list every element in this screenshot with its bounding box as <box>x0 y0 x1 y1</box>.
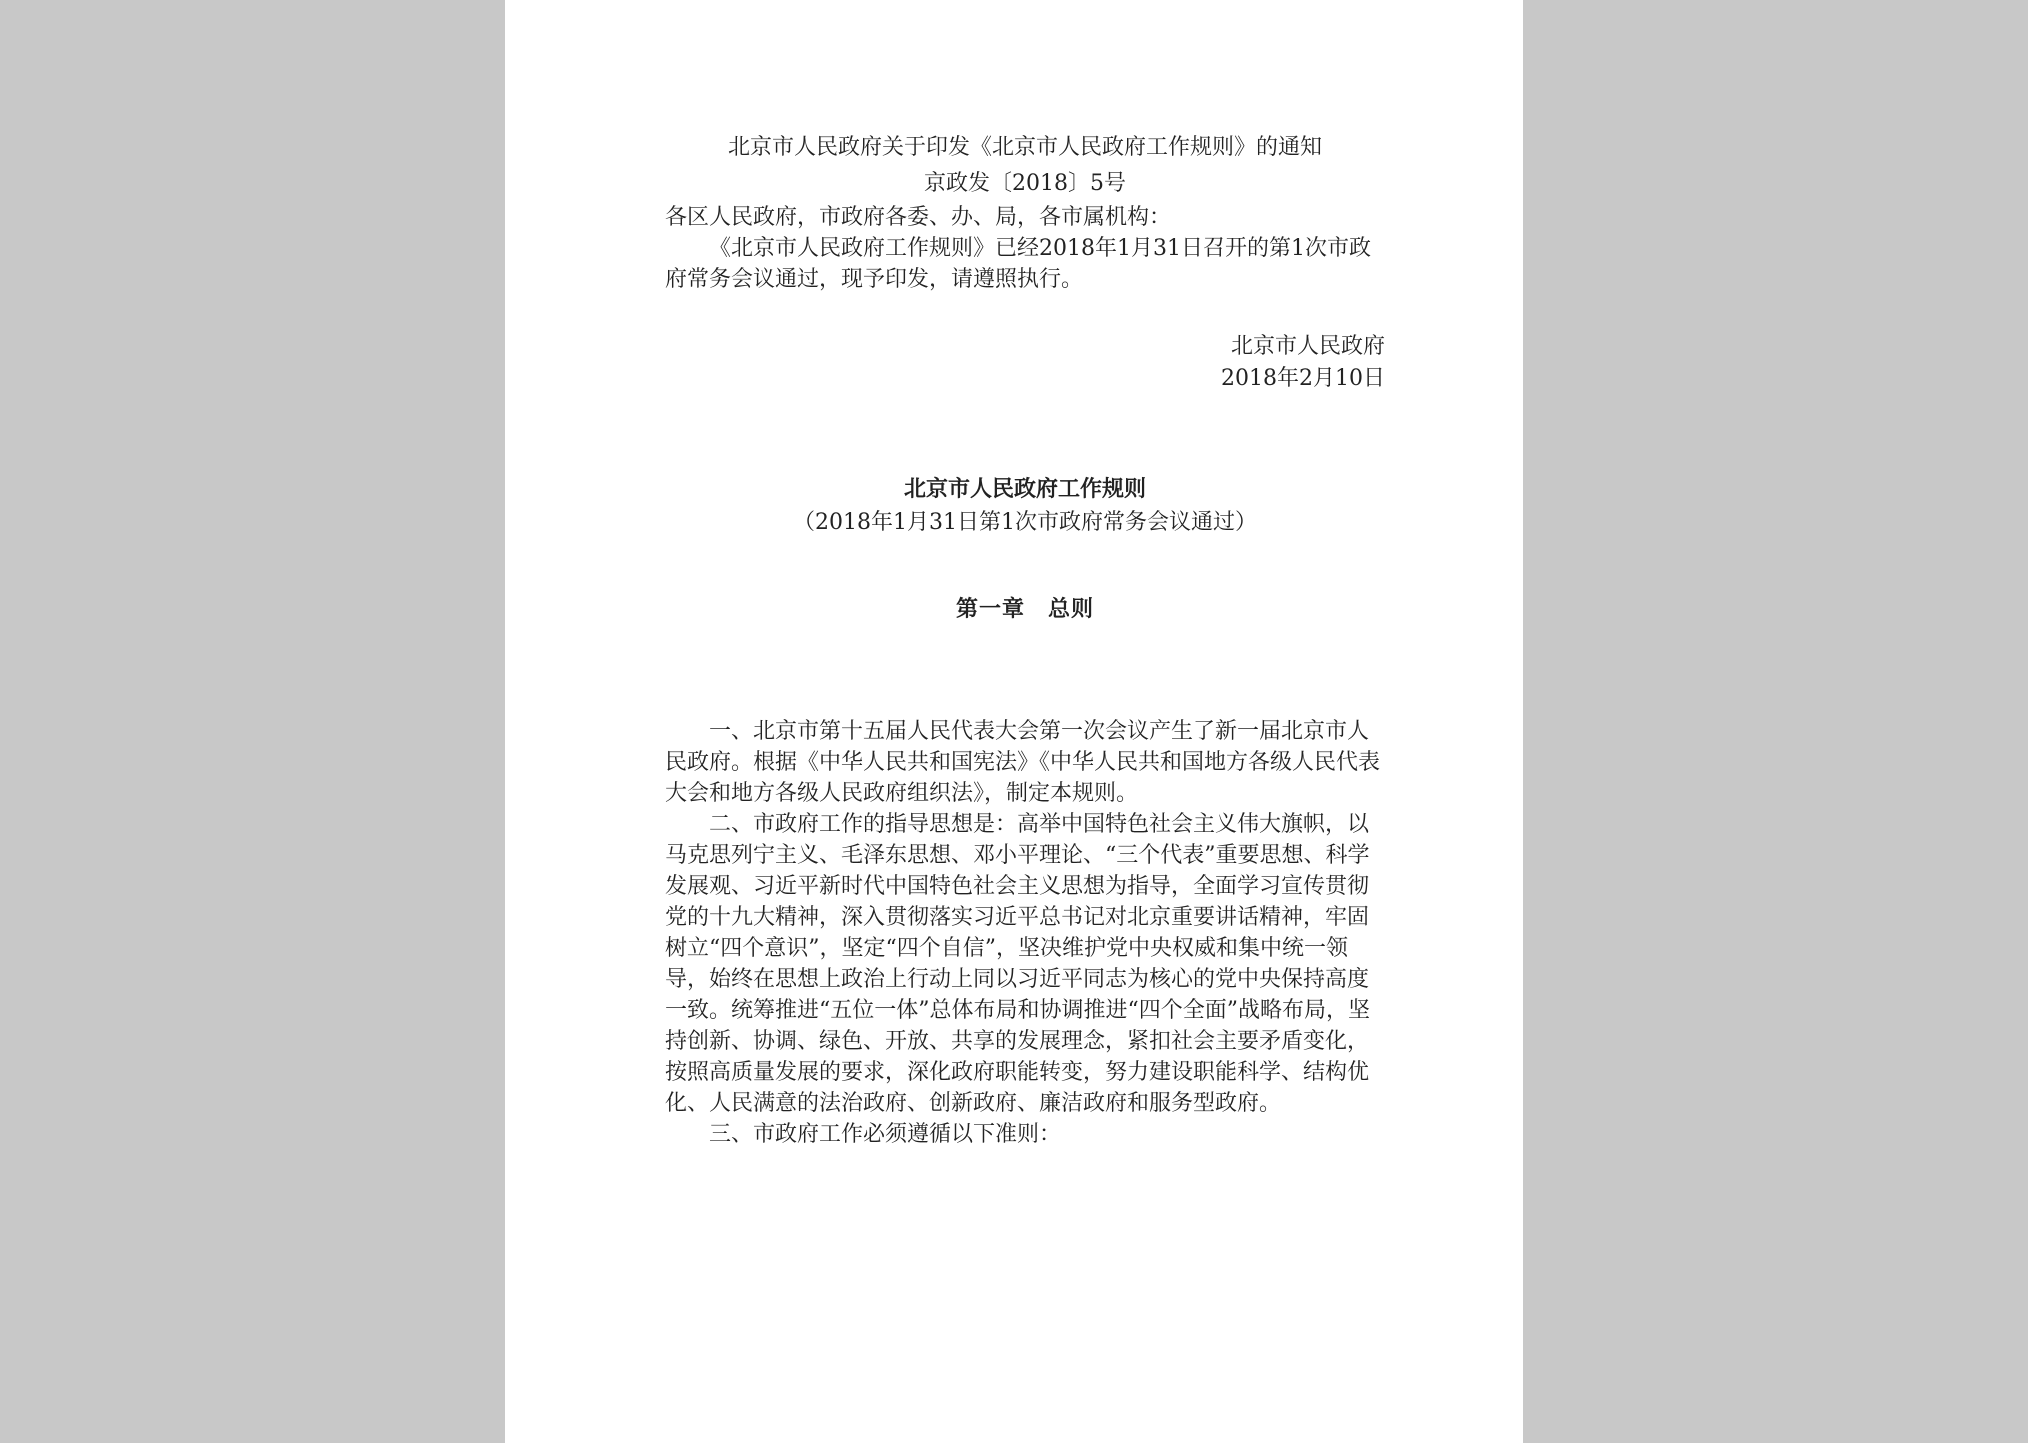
document-page <box>505 0 1523 1443</box>
notice-body: 《北京市人民政府工作规则》已经2018年1月31日召开的第1次市政府常务会议通过，现予印发，请遵照执行。 <box>665 236 1371 292</box>
rules-title: 北京市人民政府工作规则 <box>903 476 1146 502</box>
page-content <box>665 130 1385 1150</box>
issue-date: 2018年2月10日 <box>1221 366 1385 391</box>
articles <box>665 716 1385 1150</box>
document-number: 京政发〔2018〕5号 <box>924 171 1126 196</box>
rules-subtitle: （2018年1月31日第1次市政府常务会议通过） <box>793 510 1257 535</box>
issuer: 北京市人民政府 <box>1230 334 1385 359</box>
article-paragraph: 一、北京市第十五届人民代表大会第一次会议产生了新一届北京市人民政府。根据《中华人民共和国宪法》《中华人民共和国地方各级人民代表大会和地方各级人民政府组织法》，制定本规则。 <box>665 719 1381 806</box>
addressee: 各区人民政府，市政府各委、办、局，各市属机构： <box>665 205 1172 230</box>
chapter-heading: 第一章 总则 <box>955 596 1094 622</box>
article-paragraph: 二、市政府工作的指导思想是：高举中国特色社会主义伟大旗帜，以马克思列宁主义、毛泽东思想、邓小平理论、“三个代表”重要思想、科学发展观、习近平新时代中国特色社会主义思想为指导，全面学习宣传贯彻党的十九大精神，深入贯彻落实习近平总书记对北京重要讲话精神，牢固树立“四个意识”，坚定“四个自信”，坚决维护党中央权威和集中统一领导，始终在思想上政治上行动上同以习近平同志为核心的党中央保持高度一致。统筹推进“五位一体”总体布局和协调推进“四个全面”战略布局，坚持创新、协调、绿色、开放、共享的发展理念，紧扣社会主要矛盾变化，按照高质量发展的要求，深化政府职能转变，努力建设职能科学、结构优化、人民满意的法治政府、创新政府、廉洁政府和服务型政府。 <box>665 812 1370 1116</box>
article-paragraph: 三、市政府工作必须遵循以下准则： <box>709 1122 1062 1147</box>
notice-title: 北京市人民政府关于印发《北京市人民政府工作规则》的通知 <box>727 135 1322 160</box>
